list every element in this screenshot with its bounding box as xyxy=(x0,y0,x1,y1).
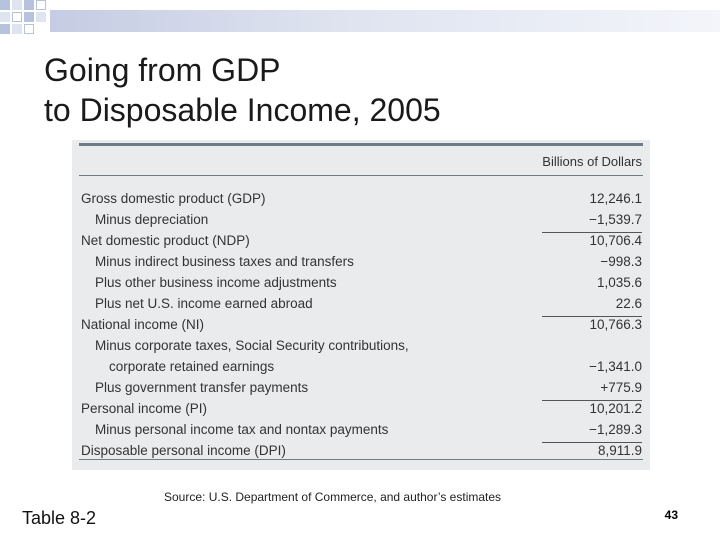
row-value: 10,201.2 xyxy=(542,400,642,416)
decorative-corner xyxy=(0,0,720,40)
decorative-header-bar xyxy=(50,10,720,32)
row-value: 10,766.3 xyxy=(542,316,642,332)
header-rule xyxy=(79,175,643,176)
table-row xyxy=(72,379,650,400)
decorative-square xyxy=(24,24,34,34)
source-note: Source: U.S. Department of Commerce, and author’s estimates xyxy=(164,490,502,504)
table-bottom-rule xyxy=(79,459,643,460)
decorative-square xyxy=(0,24,10,34)
row-value: −998.3 xyxy=(600,254,642,269)
row-value: +775.9 xyxy=(600,380,642,395)
table-row xyxy=(72,295,650,316)
decorative-square xyxy=(0,0,10,10)
row-label: Minus indirect business taxes and transfers xyxy=(95,254,354,269)
table-row xyxy=(72,274,650,295)
slide-title xyxy=(44,50,684,130)
table-top-rule xyxy=(79,143,643,146)
row-value: 12,246.1 xyxy=(589,191,642,206)
table-row xyxy=(72,232,650,253)
decorative-square xyxy=(12,0,22,10)
row-label: Personal income (PI) xyxy=(81,401,208,416)
row-label: corporate retained earnings xyxy=(109,359,275,374)
table-row xyxy=(72,253,650,274)
row-label: Plus government transfer payments xyxy=(95,380,309,395)
row-value: −1,539.7 xyxy=(589,212,642,227)
table-row xyxy=(72,421,650,442)
row-value: 8,911.9 xyxy=(542,442,642,458)
decorative-square xyxy=(12,12,22,22)
slide-title-line-2: to Disposable Income, 2005 xyxy=(44,92,441,128)
row-label: Plus other business income adjustments xyxy=(95,275,337,290)
row-label: National income (NI) xyxy=(81,317,205,332)
decorative-square xyxy=(12,24,22,34)
page-number: 43 xyxy=(664,508,678,522)
table-row xyxy=(72,316,650,337)
decorative-square xyxy=(24,0,34,10)
row-label: Net domestic product (NDP) xyxy=(81,233,250,248)
table-row xyxy=(72,358,650,379)
row-label: Minus personal income tax and nontax payments xyxy=(95,422,389,437)
row-value: 10,706.4 xyxy=(542,232,642,248)
decorative-square xyxy=(0,12,10,22)
table-row xyxy=(72,400,650,421)
row-label: Plus net U.S. income earned abroad xyxy=(95,296,313,311)
row-value: −1,341.0 xyxy=(589,359,642,374)
income-table xyxy=(72,140,650,470)
row-value: 22.6 xyxy=(615,296,642,311)
table-reference: Table 8-2 xyxy=(22,508,97,528)
row-value: −1,289.3 xyxy=(589,422,642,437)
decorative-square xyxy=(36,12,46,22)
table-row xyxy=(72,337,650,358)
row-value: 1,035.6 xyxy=(596,275,642,290)
column-header: Billions of Dollars xyxy=(542,154,642,169)
decorative-square xyxy=(36,0,46,10)
row-label: Minus depreciation xyxy=(95,212,209,227)
row-label: Disposable personal income (DPI) xyxy=(81,443,286,458)
row-label: Minus corporate taxes, Social Security contributions, xyxy=(95,338,409,353)
table-row xyxy=(72,211,650,232)
table-row xyxy=(72,190,650,211)
decorative-square xyxy=(24,12,34,22)
row-label: Gross domestic product (GDP) xyxy=(81,191,266,206)
slide-title-line-1: Going from GDP xyxy=(44,52,281,88)
table-body xyxy=(72,190,650,463)
